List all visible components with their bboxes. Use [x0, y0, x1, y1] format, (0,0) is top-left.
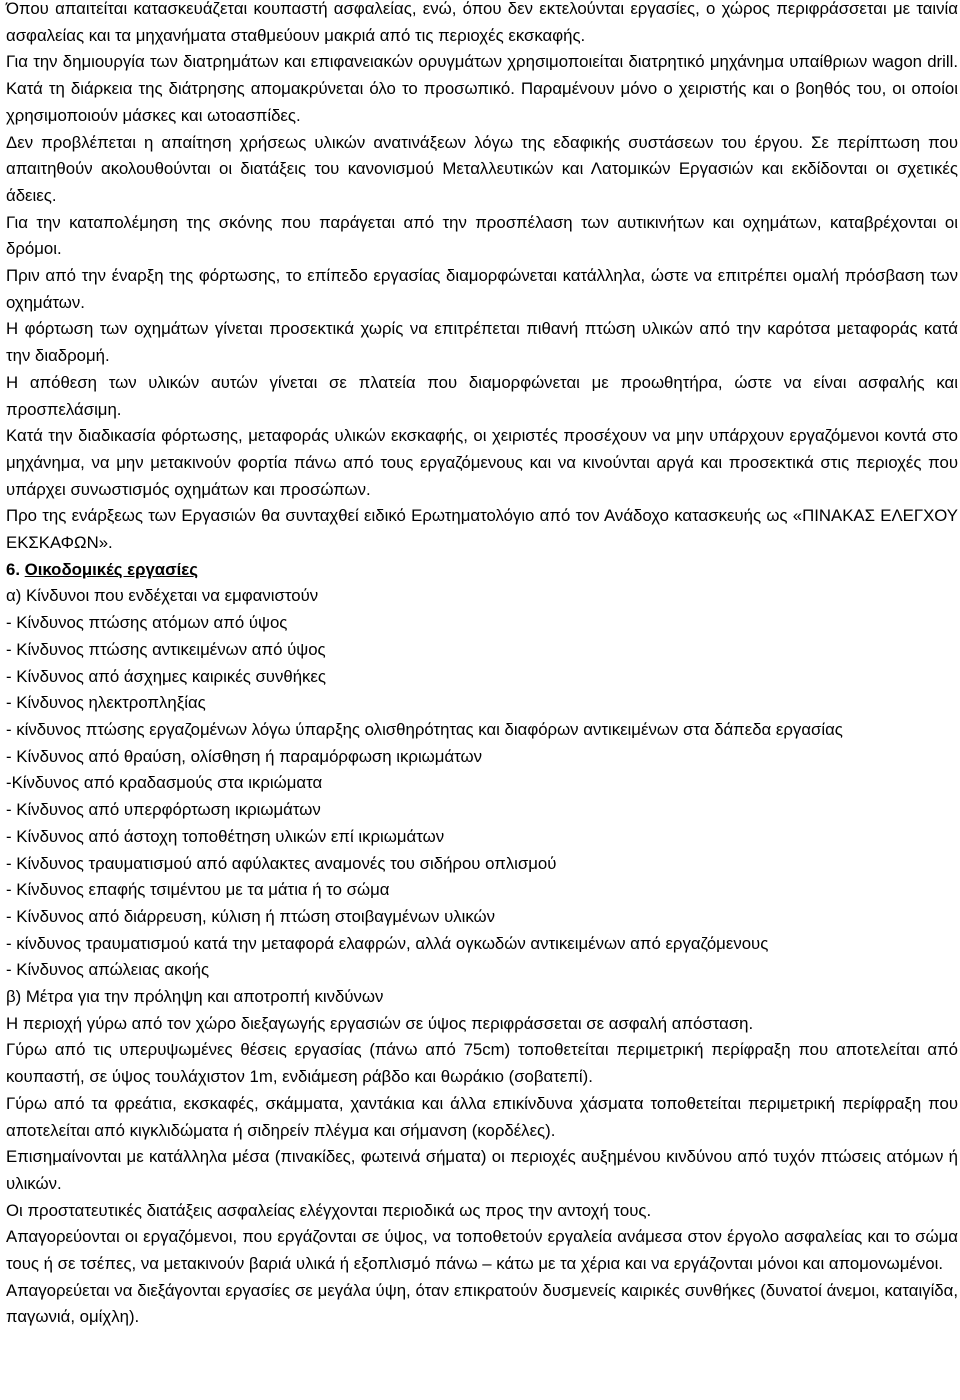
- measure-paragraph: Οι προστατευτικές διατάξεις ασφαλείας ελέγχονται περιοδικά ως προς την αντοχή τους.: [6, 1200, 652, 1220]
- hazard-item: - κίνδυνος τραυματισμού κατά την μεταφορά ελαφρών, αλλά ογκωδών αντικειμένων από εργαζόμενους: [6, 933, 769, 953]
- hazard-item: - Κίνδυνος επαφής τσιμέντου με τα μάτια ή το σώμα: [6, 880, 390, 900]
- hazards-list: [6, 610, 958, 984]
- hazard-item: - Κίνδυνος πτώσης αντικειμένων από ύψος: [6, 639, 326, 659]
- measure-paragraph: Απαγορεύεται να διεξάγονται εργασίες σε μεγάλα ύψη, όταν επικρατούν δυσμενείς καιρικές συνθήκες (δυνατοί άνεμοι, καταιγίδα, παγωνιά, ομίχλη).: [6, 1280, 958, 1327]
- section-title: Οικοδομικές εργασίες: [24, 559, 198, 579]
- measure-paragraph: Επισημαίνονται με κατάλληλα μέσα (πινακίδες, φωτεινά σήματα) οι περιοχές αυξημένου κινδύνου από τυχόν πτώσεις ατόμων ή υλικών.: [6, 1147, 958, 1193]
- measure-paragraph: Γύρω από τις υπερυψωμένες θέσεις εργασίας (πάνω από 75cm) τοποθετείται περιμετρική περίφραξη που αποτελείται από κουπαστή, σε ύψος τουλάχιστον 1m, ενδιάμεση ράβδο και θωράκιο (σοβατεπί).: [6, 1040, 958, 1087]
- hazard-item: - Κίνδυνος τραυματισμού από αφύλακτες αναμονές του σιδήρου οπλισμού: [6, 853, 557, 873]
- section-heading: [6, 557, 958, 584]
- paragraph: Η φόρτωση των οχημάτων γίνεται προσεκτικά χωρίς να επιτρέπεται πιθανή πτώση υλικών από την καρότσα μεταφοράς κατά την διαδρομή.: [6, 319, 958, 366]
- hazard-item: -Κίνδυνος από κραδασμούς στα ικριώματα: [6, 773, 323, 793]
- section-number: 6.: [6, 559, 20, 579]
- measure-paragraph: Απαγορεύονται οι εργαζόμενοι, που εργάζονται σε ύψος, να τοποθετούν εργαλεία ανάμεσα στον έργολο ασφαλείας και το σώμα τους ή σε τσέπες, να μετακινούν βαριά υλικά ή εξοπλισμό πάνω – κάτω με τα χέρια και να εργάζονται μόνοι και απομονωμένοι.: [6, 1227, 958, 1274]
- hazard-item: - κίνδυνος πτώσης εργαζομένων λόγω ύπαρξης ολισθηρότητας και διαφόρων αντικειμένων στα δάπεδα εργασίας: [6, 719, 843, 739]
- measure-paragraph: Η περιοχή γύρω από τον χώρο διεξαγωγής εργασιών σε ύψος περιφράσσεται σε ασφαλή απόσταση.: [6, 1013, 754, 1033]
- measures-heading: β) Μέτρα για την πρόληψη και αποτροπή κινδύνων: [6, 987, 384, 1007]
- paragraph: Δεν προβλέπεται η απαίτηση χρήσεως υλικών ανατινάξεων λόγω της εδαφικής συστάσεων του έργου. Σε περίπτωση που απαιτηθούν ακολουθούνται οι διατάξεις του κανονισμού Μεταλλευτικών και Λατομικών Εργασιών και εκδίδονται οι σχετικές άδειες.: [6, 132, 958, 205]
- hazard-item: - Κίνδυνος από διάρρευση, κύλιση ή πτώση στοιβαγμένων υλικών: [6, 906, 496, 926]
- paragraph: Η απόθεση των υλικών αυτών γίνεται σε πλατεία που διαμορφώνεται με προωθητήρα, ώστε να είναι ασφαλής και προσπελάσιμη.: [6, 372, 958, 419]
- hazards-heading: α) Κίνδυνοι που ενδέχεται να εμφανιστούν: [6, 586, 319, 606]
- paragraph: Προ της ενάρξεως των Εργασιών θα συνταχθεί ειδικό Ερωτηματολόγιο από τον Ανάδοχο κατασκευής ως «ΠΙΝΑΚΑΣ ΕΛΕΓΧΟΥ ΕΚΣΚΑΦΩΝ».: [6, 506, 958, 553]
- hazard-item: - Κίνδυνος απώλειας ακοής: [6, 960, 210, 980]
- measure-paragraph: Γύρω από τα φρεάτια, εκσκαφές, σκάμματα, χαντάκια και άλλα επικίνδυνα χάσματα τοποθετείται περιμετρική περίφραξη που αποτελείται από κιγκλιδώματα ή σιδηρείν πλέγμα και σήμανση (κορδέλες).: [6, 1093, 958, 1140]
- hazard-item: - Κίνδυνος από υπερφόρτωση ικριωμάτων: [6, 800, 321, 820]
- paragraph: Πριν από την έναρξη της φόρτωσης, το επίπεδο εργασίας διαμορφώνεται κατάλληλα, ώστε να επιτρέπει ομαλή πρόσβαση των οχημάτων.: [6, 266, 958, 312]
- paragraph: Για την δημιουργία των διατρημάτων και επιφανειακών ορυγμάτων χρησιμοποιείται διατρητικό μηχάνημα υπαίθριων wagon drill. Κατά τη διάρκεια της διάτρησης απομακρύνεται όλο το προσωπικό. Παραμένουν μόνο ο χειριστής και ο βοηθός του, οι οποίοι χρησιμοποιούν μάσκες και ωτοασπίδες.: [6, 52, 958, 125]
- hazard-item: - Κίνδυνος από θραύση, ολίσθηση ή παραμόρφωση ικριωμάτων: [6, 746, 483, 766]
- paragraph: Για την καταπολέμηση της σκόνης που παράγεται από την προσπέλαση των αυτικινήτων και οχημάτων, καταβρέχονται οι δρόμοι.: [6, 212, 958, 259]
- hazard-item: - Κίνδυνος ηλεκτροπληξίας: [6, 693, 206, 713]
- paragraph: Όπου απαιτείται κατασκευάζεται κουπαστή ασφαλείας, ενώ, όπου δεν εκτελούνται εργασίες, ο χώρος περιφράσσεται με ταινία ασφαλείας και τα μηχανήματα σταθμεύουν μακριά από τις περιοχές εκσκαφής.: [6, 0, 958, 45]
- measures-list: [6, 1011, 958, 1331]
- hazard-item: - Κίνδυνος από άστοχη τοποθέτηση υλικών επί ικριωμάτων: [6, 826, 445, 846]
- document-page: [6, 0, 958, 1331]
- hazard-item: - Κίνδυνος από άσχημες καιρικές συνθήκες: [6, 666, 326, 686]
- hazard-item: - Κίνδυνος πτώσης ατόμων από ύψος: [6, 613, 288, 633]
- paragraph: Κατά την διαδικασία φόρτωσης, μεταφοράς υλικών εκσκαφής, οι χειριστές προσέχουν να μην υπάρχουν εργαζόμενοι κοντά στο μηχάνημα, να μην μετακινούν φορτία πάνω από τους εργαζόμενους και να κινούνται αργά και προσεκτικά στις περιοχές που υπάρχει συνωστισμός οχημάτων και προσώπων.: [6, 426, 958, 499]
- body-text-top: [6, 0, 958, 557]
